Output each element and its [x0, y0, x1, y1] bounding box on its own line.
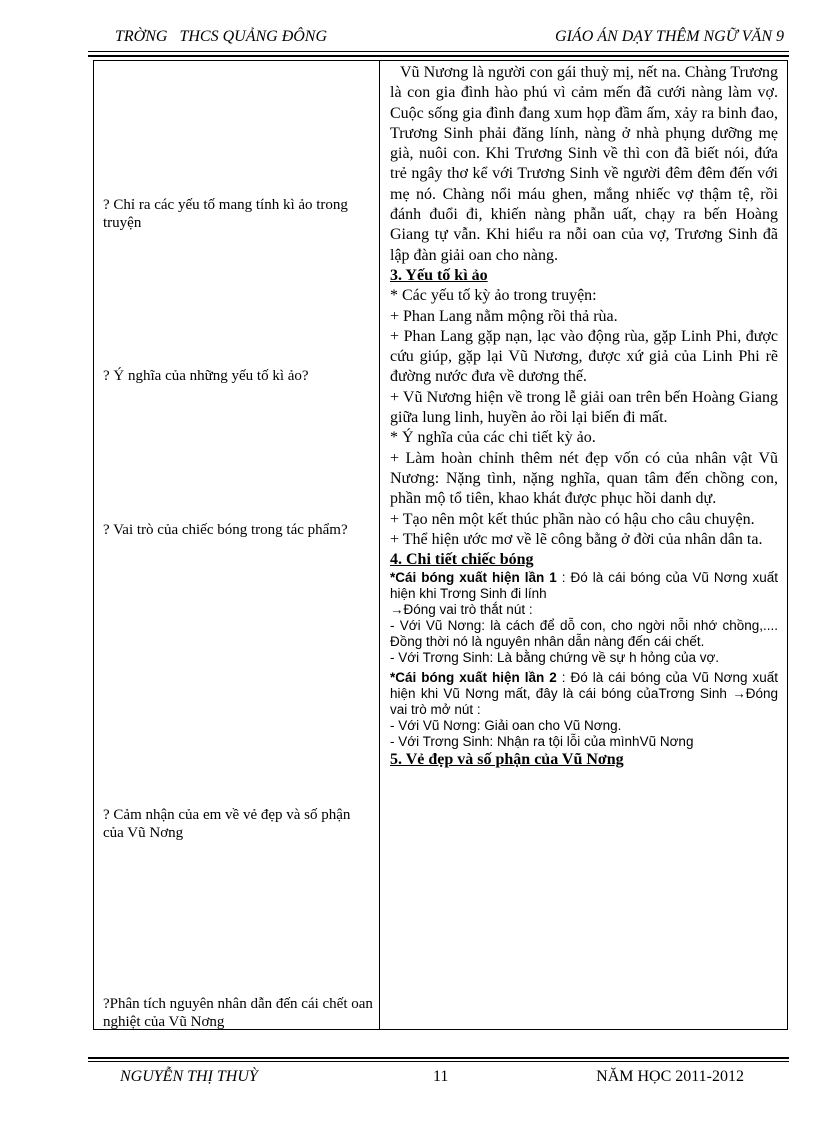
- shadow2-label: *Cái bóng xuất hiện lần 2: [390, 670, 557, 686]
- section-3-title: 3. Yếu tố kì ảo: [390, 266, 488, 284]
- page-header: [105, 28, 784, 50]
- shadow1-text: : Đó là cái bóng của Vũ Nơng xuất hiện khi Trơng Sinh đi lính: [390, 570, 778, 602]
- sec3-line: + Phan Lang nằm mộng rồi thả rùa.: [390, 307, 618, 325]
- shadow2-line: - Với Vũ Nơng: Giải oan cho Vũ Nơng.: [390, 718, 622, 734]
- section-4-title: 4. Chi tiết chiếc bóng: [390, 551, 534, 569]
- shadow2-line: - Với Trơng Sinh: Nhận ra tội lỗi của mìnhVũ Nơng: [390, 734, 694, 750]
- sec3-line: + Tạo nên một kết thúc phần nào có hậu cho câu chuyện.: [390, 510, 755, 528]
- question-4: ? Cảm nhận của em về vẻ đẹp và số phận của Vũ Nơng: [103, 807, 351, 841]
- header-doc-title: GIÁO ÁN DẠY THÊM NGỮ VĂN 9: [555, 28, 784, 45]
- answer-column: [390, 63, 778, 771]
- footer-school-year: NĂM HỌC 2011-2012: [596, 1068, 744, 1085]
- header-rule-thick: [88, 55, 789, 57]
- question-1: ? Chỉ ra các yếu tố mang tính kì ảo trong truyện: [103, 197, 348, 231]
- shadow2-role: Đóng vai trò mở nút :: [390, 686, 778, 718]
- sec3-line: * Các yếu tố kỳ ảo trong truyện:: [390, 287, 597, 305]
- lesson-table: [93, 60, 788, 1030]
- shadow-appearance-2: [390, 670, 778, 750]
- shadow1-role: Đóng vai trò thắt nút :: [403, 602, 533, 618]
- story-summary: Vũ Nương là người con gái thuỳ mị, nết na. Chàng Trương là con gia đình hào phú vì cảm mến đã cưới nàng làm vợ. Cuộc sống gia đình đang xum họp đầm ấm, xảy ra binh đao, Trương Sinh phải đăng lính, nàng ở nhà phụng dưỡng mẹ già, nuôi con. Khi Trương Sinh về thì con đã biết nói, đứa trẻ ngây thơ kể với Trương Sinh về người đêm đêm đến với mẹ nó. Chàng nổi máu ghen, mắng nhiếc vợ thậm tệ, rồi đánh đuổi đi, khiến nàng phẫn uất, chạy ra bến Hoàng Giang tự vẫn. Khi hiểu ra nỗi oan của vợ, Trương Sinh đã lập đàn giải oan cho nàng.: [390, 64, 778, 264]
- sec3-line: * Ý nghĩa của các chi tiết kỳ ảo.: [390, 429, 596, 447]
- section-5-title: 5. Vẻ đẹp và số phận của Vũ Nơng: [390, 751, 624, 769]
- page-footer: [105, 1068, 784, 1090]
- header-rule-thin: [88, 51, 789, 52]
- arrow-icon: →: [390, 602, 404, 618]
- sec3-line: + Làm hoàn chỉnh thêm nét đẹp vốn có của nhân vật Vũ Nương: Nặng tình, nặng nghĩa, quan tâm đến chồng con, phần mộ tổ tiên, khao khát được phục hồi danh dự.: [390, 449, 778, 508]
- question-2: ? Ý nghĩa của những yếu tố kì ảo?: [103, 368, 309, 384]
- sec3-line: + Vũ Nương hiện về trong lễ giải oan trên bến Hoàng Giang giữa lung linh, huyền ảo rồi lại biến đi mất.: [390, 388, 778, 427]
- shadow2-text: : Đó là cái bóng của Vũ Nơng xuất hiện khi Vũ Nơng mất, đây là cái bóng củaTrơng Sinh: [390, 670, 778, 702]
- shadow1-line: - Với Trơng Sinh: Là bằng chứng về sự h hỏng của vợ.: [390, 650, 720, 666]
- header-school: TRỜNG THCS QUẢNG ĐÔNG: [115, 28, 328, 45]
- shadow1-line: - Với Vũ Nơng: là cách để dỗ con, cho ngời nỗi nhớ chồng,.... Đồng thời nó là nguyên nhân dẫn nàng đến cái chết.: [390, 618, 778, 650]
- footer-rule-thin: [88, 1061, 789, 1062]
- question-3: ? Vai trò của chiếc bóng trong tác phẩm?: [103, 522, 348, 538]
- question-5: ?Phân tích nguyên nhân dẫn đến cái chết oan nghiệt của Vũ Nơng: [103, 996, 373, 1030]
- arrow-icon: →: [732, 686, 746, 702]
- sec3-line: + Thể hiện ước mơ về lẽ công bằng ở đời của nhân dân ta.: [390, 530, 763, 548]
- shadow-appearance-1: [390, 570, 778, 666]
- footer-rule-thick: [88, 1057, 789, 1059]
- column-divider: [379, 61, 380, 1029]
- sec3-line: + Phan Lang gặp nạn, lạc vào động rùa, gặp Linh Phi, được cứu giúp, gặp lại Vũ Nương, được xứ giả của Linh Phi rẽ đường nước đưa về dương thế.: [390, 327, 778, 386]
- footer-author: NGUYỄN THỊ THUỲ: [120, 1068, 258, 1085]
- shadow1-label: *Cái bóng xuất hiện lần 1: [390, 570, 557, 586]
- page-number: 11: [433, 1068, 449, 1085]
